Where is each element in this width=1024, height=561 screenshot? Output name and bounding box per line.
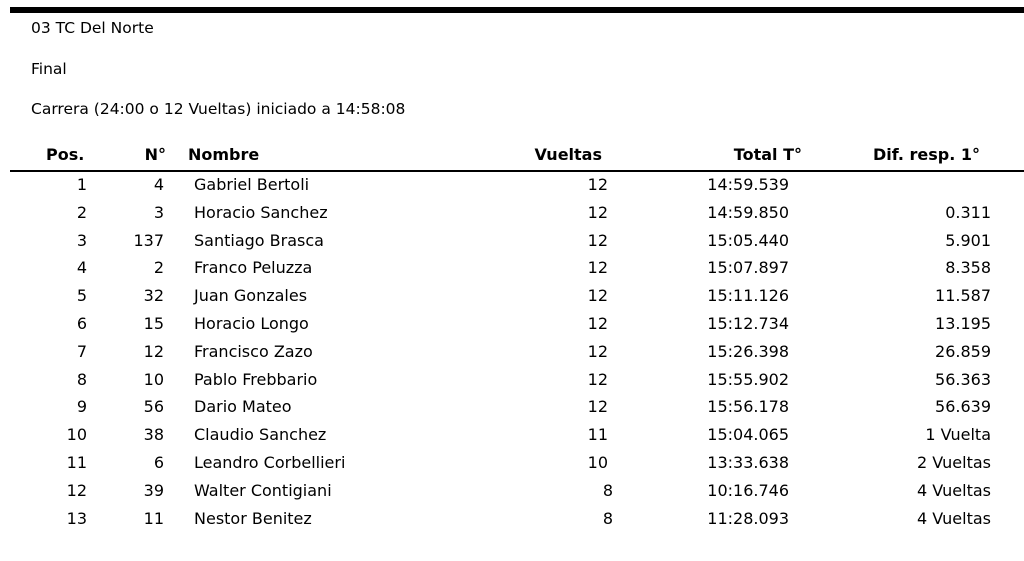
cell-laps: 12 — [587, 175, 608, 194]
cell-pos: 13 — [66, 508, 87, 528]
cell-diff: 1 Vuelta — [925, 425, 991, 445]
cell-total-time: 15:12.734 — [707, 313, 789, 333]
table-row — [0, 449, 1024, 477]
cell-name: Nestor Benitez — [194, 508, 312, 528]
table-row — [0, 421, 1024, 449]
cell-pos: 10 — [66, 425, 87, 445]
cell-total-time: 15:26.398 — [707, 341, 789, 361]
cell-total-time: 14:59.539 — [707, 175, 789, 194]
table-row — [0, 338, 1024, 366]
table-row — [0, 199, 1024, 227]
cell-diff: 8.358 — [945, 258, 991, 278]
cell-pos: 4 — [76, 258, 87, 278]
race-info: Carrera (24:00 o 12 Vueltas) iniciado a 14:58:08 — [31, 100, 406, 118]
cell-laps: 8 — [602, 480, 613, 500]
table-row — [0, 366, 1024, 394]
cell-total-time: 15:04.065 — [707, 425, 789, 445]
column-header-diff: Dif. resp. 1° — [873, 145, 980, 164]
table-row — [0, 310, 1024, 338]
column-header-total-time: Total T° — [733, 145, 802, 164]
cell-diff: 0.311 — [945, 202, 991, 222]
cell-laps: 12 — [587, 202, 608, 222]
cell-name: Leandro Corbellieri — [194, 452, 346, 472]
cell-number: 137 — [133, 230, 164, 250]
cell-name: Gabriel Bertoli — [194, 175, 310, 194]
table-row — [0, 282, 1024, 310]
table-row — [0, 477, 1024, 505]
cell-pos: 3 — [76, 230, 87, 250]
cell-number: 10 — [143, 369, 164, 389]
cell-total-time: 15:56.178 — [707, 397, 789, 417]
cell-name: Horacio Sanchez — [194, 202, 328, 222]
cell-laps: 12 — [587, 341, 608, 361]
cell-diff: 5.901 — [945, 230, 991, 250]
cell-diff: 26.859 — [935, 341, 991, 361]
cell-pos: 5 — [76, 286, 87, 306]
cell-pos: 11 — [66, 452, 87, 472]
cell-name: Juan Gonzales — [194, 286, 308, 306]
cell-pos: 8 — [76, 369, 87, 389]
column-header-number: N° — [144, 145, 166, 164]
cell-laps: 12 — [587, 258, 608, 278]
cell-name: Walter Contigiani — [194, 480, 332, 500]
cell-name: Horacio Longo — [194, 313, 309, 333]
cell-diff: 2 Vueltas — [917, 452, 991, 472]
cell-pos: 6 — [76, 313, 87, 333]
cell-number: 39 — [143, 480, 164, 500]
cell-name: Pablo Frebbario — [194, 369, 318, 389]
cell-number: 15 — [143, 313, 164, 333]
cell-laps: 11 — [587, 425, 608, 445]
cell-total-time: 14:59.850 — [707, 202, 789, 222]
cell-total-time: 11:28.093 — [707, 508, 789, 528]
cell-laps: 12 — [587, 397, 608, 417]
table-row — [0, 227, 1024, 255]
cell-name: Franco Peluzza — [194, 258, 313, 278]
cell-name: Dario Mateo — [194, 397, 292, 417]
cell-pos: 2 — [76, 202, 87, 222]
cell-diff: 4 Vueltas — [917, 508, 991, 528]
cell-pos: 9 — [76, 397, 87, 417]
cell-pos: 12 — [66, 480, 87, 500]
column-header-pos: Pos. — [46, 145, 85, 164]
cell-name: Santiago Brasca — [194, 230, 324, 250]
column-header-laps: Vueltas — [534, 145, 602, 164]
cell-total-time: 13:33.638 — [707, 452, 789, 472]
table-body — [0, 171, 1024, 532]
cell-number: 11 — [143, 508, 164, 528]
cell-pos: 1 — [76, 175, 87, 194]
cell-number: 12 — [143, 341, 164, 361]
cell-laps: 10 — [587, 452, 608, 472]
cell-number: 6 — [153, 452, 164, 472]
cell-laps: 12 — [587, 313, 608, 333]
cell-name: Claudio Sanchez — [194, 425, 327, 445]
cell-number: 3 — [153, 202, 164, 222]
table-row — [0, 171, 1024, 199]
cell-diff: 56.363 — [935, 369, 991, 389]
cell-laps: 8 — [602, 508, 613, 528]
table-row — [0, 393, 1024, 421]
cell-number: 38 — [143, 425, 164, 445]
cell-total-time: 15:11.126 — [707, 286, 789, 306]
cell-number: 2 — [153, 258, 164, 278]
column-header-name: Nombre — [188, 145, 260, 164]
cell-laps: 12 — [587, 369, 608, 389]
cell-number: 4 — [153, 175, 164, 194]
cell-number: 56 — [143, 397, 164, 417]
cell-total-time: 15:55.902 — [707, 369, 789, 389]
session-title: Final — [31, 60, 67, 78]
cell-pos: 7 — [76, 341, 87, 361]
cell-laps: 12 — [587, 286, 608, 306]
event-title: 03 TC Del Norte — [31, 19, 154, 37]
cell-diff: 56.639 — [935, 397, 991, 417]
table-row — [0, 505, 1024, 533]
cell-total-time: 10:16.746 — [707, 480, 789, 500]
cell-name: Francisco Zazo — [194, 341, 313, 361]
cell-diff: 11.587 — [935, 286, 991, 306]
results-table — [0, 142, 1024, 168]
cell-total-time: 15:07.897 — [707, 258, 789, 278]
top-rule — [10, 7, 1024, 13]
cell-laps: 12 — [587, 230, 608, 250]
cell-diff: 13.195 — [935, 313, 991, 333]
cell-diff: 4 Vueltas — [917, 480, 991, 500]
table-header — [0, 142, 1024, 168]
table-row — [0, 254, 1024, 282]
cell-number: 32 — [143, 286, 164, 306]
cell-total-time: 15:05.440 — [707, 230, 789, 250]
